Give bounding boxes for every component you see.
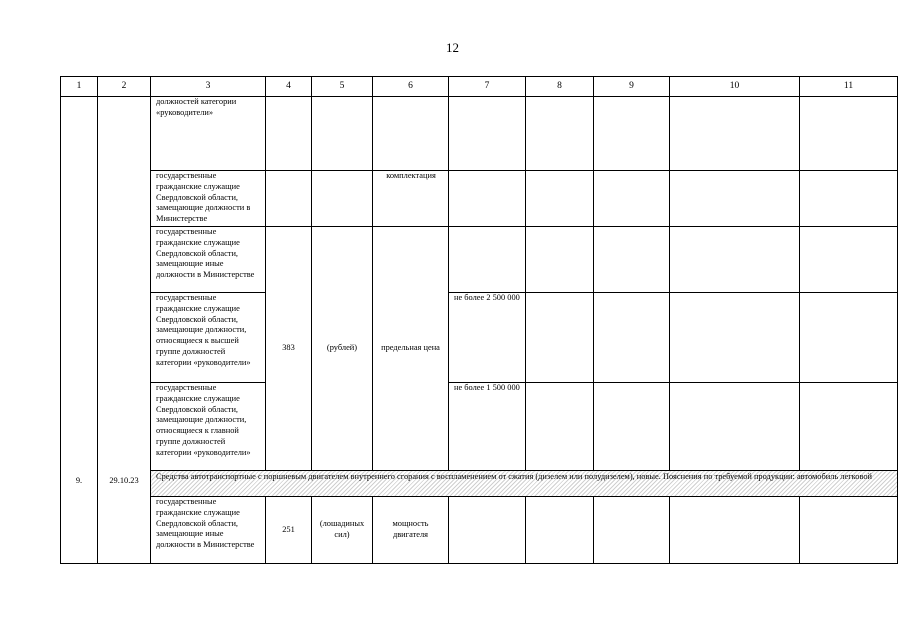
product-description-cell: Средства автотранспортные с поршневым двигателем внутреннего сгорания с воспламенением от сжатия (дизелем или полудизелем), новые. Пояснения по требуемой продукции: автомобиль легковой	[151, 471, 898, 497]
empty-cell	[449, 497, 526, 564]
empty-cell	[594, 97, 670, 171]
column-header: 11	[800, 77, 898, 97]
value-cell: не более 1 500 000	[449, 383, 526, 471]
column-header: 1	[61, 77, 98, 97]
empty-cell	[800, 227, 898, 293]
row-code-cell	[98, 97, 151, 564]
empty-cell	[373, 97, 449, 171]
okei-code-cell: 383	[266, 227, 312, 471]
empty-cell	[526, 97, 594, 171]
table-row	[61, 293, 898, 383]
okei-code-cell: 251	[266, 497, 312, 564]
empty-cell	[526, 383, 594, 471]
empty-cell	[800, 497, 898, 564]
empty-cell	[312, 97, 373, 171]
empty-cell	[594, 497, 670, 564]
empty-cell	[670, 293, 800, 383]
empty-cell	[312, 171, 373, 227]
row-number: 9.	[75, 476, 83, 486]
row-code: 29.10.23	[109, 476, 139, 486]
characteristic-cell: предельная цена	[373, 227, 449, 471]
column-header: 8	[526, 77, 594, 97]
page-number: 12	[446, 40, 459, 55]
category-cell: государственные гражданские служащие Свердловской области, замещающие иные должности в Министерстве	[151, 497, 266, 564]
table-row	[61, 171, 898, 227]
empty-cell	[800, 97, 898, 171]
empty-cell	[594, 293, 670, 383]
empty-cell	[594, 383, 670, 471]
table-row	[61, 227, 898, 293]
empty-cell	[670, 171, 800, 227]
empty-cell	[670, 497, 800, 564]
empty-cell	[526, 497, 594, 564]
table-header-row	[61, 77, 898, 97]
row-number-cell	[61, 97, 98, 564]
column-header: 5	[312, 77, 373, 97]
characteristic-cell: мощность двигателя	[373, 497, 449, 564]
category-cell: государственные гражданские служащие Свердловской области, замещающие иные должности в Министерстве	[151, 227, 266, 293]
empty-cell	[670, 383, 800, 471]
unit-cell: (рублей)	[312, 227, 373, 471]
empty-cell	[800, 171, 898, 227]
table-row	[61, 471, 898, 497]
empty-cell	[526, 171, 594, 227]
column-header: 9	[594, 77, 670, 97]
empty-cell	[449, 171, 526, 227]
table-row	[61, 383, 898, 471]
column-header: 10	[670, 77, 800, 97]
empty-cell	[266, 97, 312, 171]
empty-cell	[266, 171, 312, 227]
table-row	[61, 497, 898, 564]
procurement-requirements-table	[60, 76, 898, 564]
category-cell: государственные гражданские служащие Свердловской области, замещающие должности, относящиеся к главной группе должностей категории «руководители»	[151, 383, 266, 471]
empty-cell	[526, 227, 594, 293]
column-header: 3	[151, 77, 266, 97]
column-header: 6	[373, 77, 449, 97]
table-row	[61, 97, 898, 171]
empty-cell	[526, 293, 594, 383]
column-header: 7	[449, 77, 526, 97]
value-cell: не более 2 500 000	[449, 293, 526, 383]
empty-cell	[800, 293, 898, 383]
empty-cell	[670, 227, 800, 293]
empty-cell	[594, 227, 670, 293]
column-header: 2	[98, 77, 151, 97]
category-cell: государственные гражданские служащие Свердловской области, замещающие должности, относящиеся к высшей группе должностей категории «руководители»	[151, 293, 266, 383]
category-cell: государственные гражданские служащие Свердловской области, замещающие должности в Министерстве	[151, 171, 266, 227]
category-cell: должностей категории «руководители»	[151, 97, 266, 171]
empty-cell	[670, 97, 800, 171]
empty-cell	[800, 383, 898, 471]
empty-cell	[449, 97, 526, 171]
empty-cell	[594, 171, 670, 227]
characteristic-cell: комплектация	[373, 171, 449, 227]
unit-cell: (лошадиных сил)	[312, 497, 373, 564]
empty-cell	[449, 227, 526, 293]
column-header: 4	[266, 77, 312, 97]
